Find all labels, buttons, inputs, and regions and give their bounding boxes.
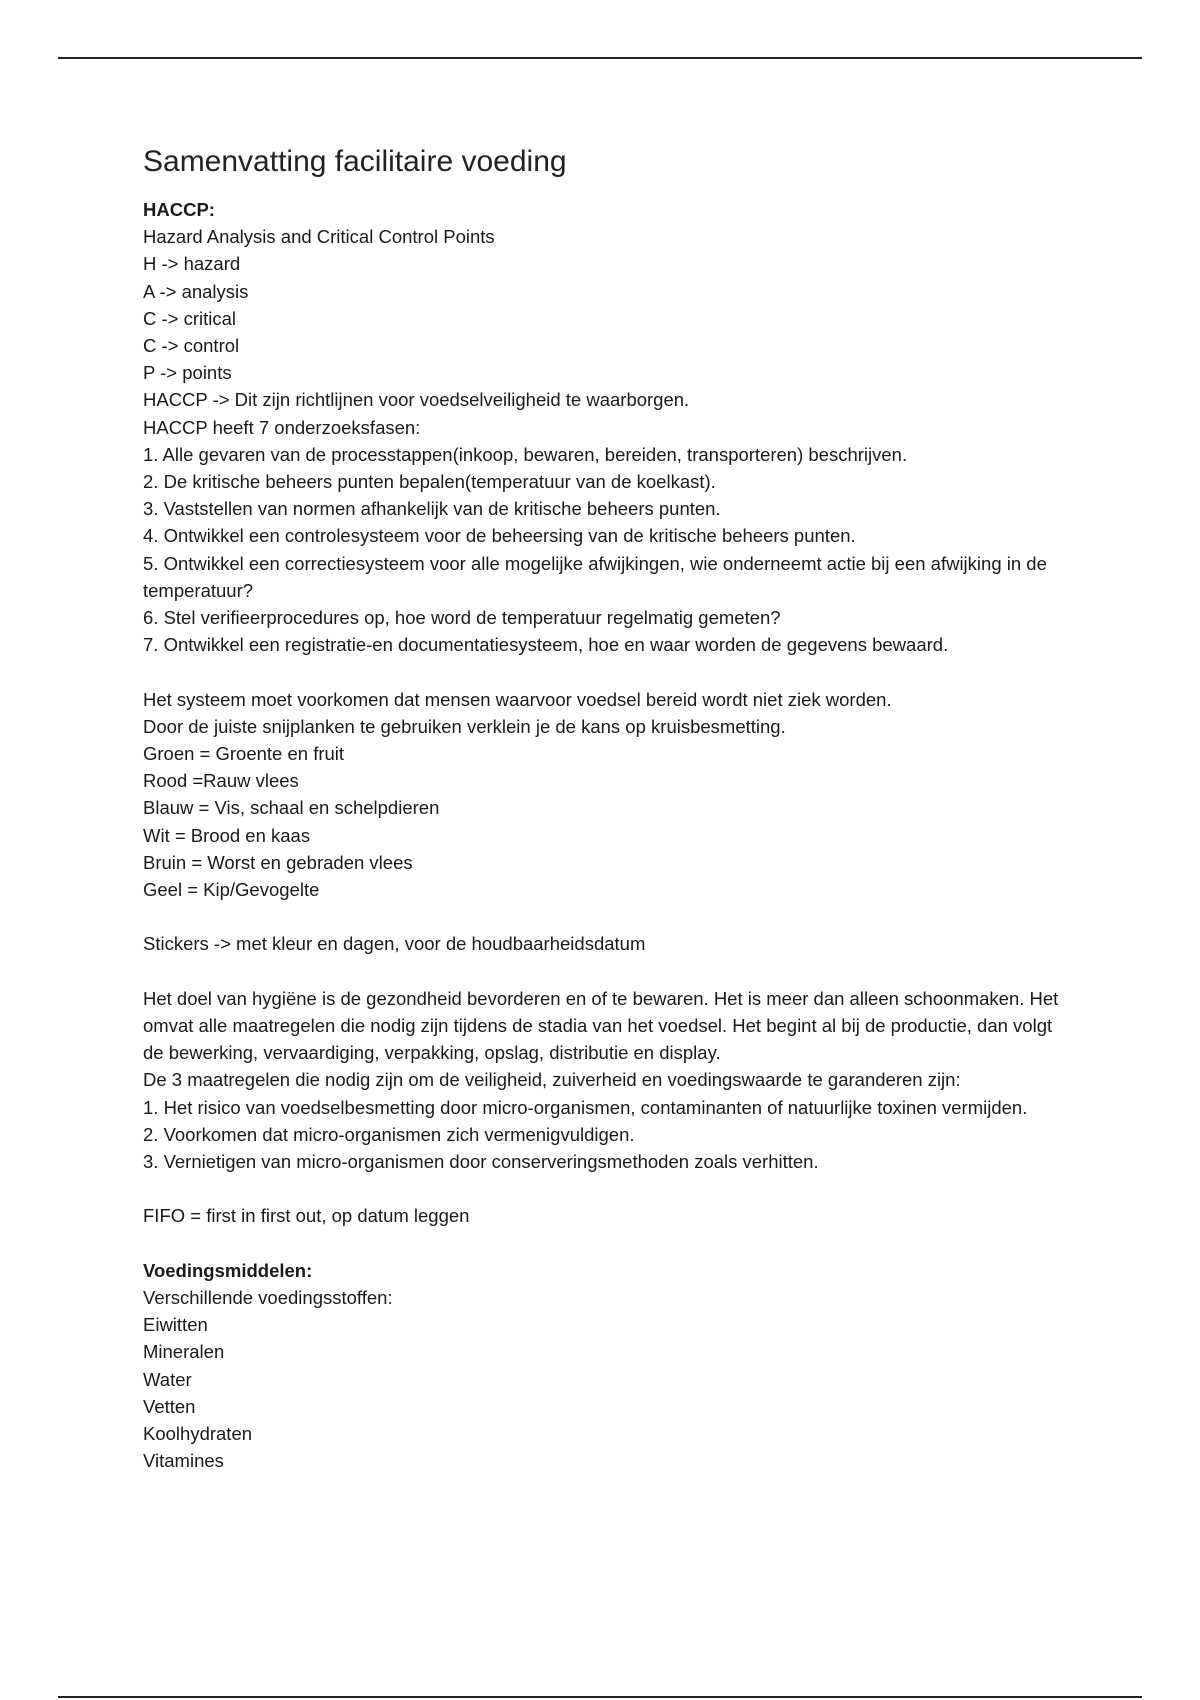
haccp-step: 2. De kritische beheers punten bepalen(temperatuur van de koelkast). (143, 471, 716, 493)
haccp-section (143, 196, 1063, 658)
stickers-line: Stickers -> met kleur en dagen, voor de houdbaarheidsdatum (143, 933, 646, 955)
haccp-line: C -> critical (143, 307, 237, 329)
nutrient-item: Water (143, 1368, 192, 1390)
cutting-board-color: Bruin = Worst en gebraden vlees (143, 851, 413, 873)
haccp-line: HACCP heeft 7 onderzoeksfasen: (143, 416, 421, 438)
haccp-step: 3. Vaststellen van normen afhankelijk van de kritische beheers punten. (143, 498, 721, 520)
cutting-boards-section (143, 686, 1063, 904)
nutrient-item: Koolhydraten (143, 1423, 253, 1445)
cutting-board-color: Rood =Rauw vlees (143, 770, 299, 792)
cutting-board-color: Wit = Brood en kaas (143, 824, 311, 846)
voedingsmiddelen-section (143, 1257, 1063, 1475)
voedingsmiddelen-line: Verschillende voedingsstoffen: (143, 1287, 393, 1309)
haccp-line: P -> points (143, 362, 232, 384)
haccp-step: 4. Ontwikkel een controlesysteem voor de beheersing van de kritische beheers punten. (143, 525, 856, 547)
paragraph-gap (143, 658, 1063, 685)
hygiene-measure: 3. Vernietigen van micro-organismen door conserveringsmethoden zoals verhitten. (143, 1151, 819, 1173)
haccp-heading: HACCP: (143, 199, 215, 220)
haccp-step: 5. Ontwikkel een correctiesysteem voor alle mogelijke afwijkingen, wie onderneemt actie bij een afwijking in de temperatuur? (143, 552, 1047, 601)
document-title: Samenvatting facilitaire voeding (143, 145, 567, 178)
cutting-board-color: Groen = Groente en fruit (143, 743, 345, 765)
nutrient-item: Mineralen (143, 1341, 225, 1363)
paragraph-gap (143, 903, 1063, 930)
hygiene-paragraph: Het doel van hygiëne is de gezondheid bevorderen en of te bewaren. Het is meer dan alleen schoonmaken. Het omvat alle maatregelen die nodig zijn tijdens de stadia van het voedsel. Het begint al bij de productie, dan volgt de bewerking, vervaardiging, verpakking, opslag, distributie en display. (143, 987, 1059, 1064)
bottom-rule (58, 1696, 1142, 1698)
haccp-line: C -> control (143, 335, 240, 357)
voedingsmiddelen-heading: Voedingsmiddelen: (143, 1259, 313, 1281)
cutting-board-color: Geel = Kip/Gevogelte (143, 879, 320, 901)
haccp-line: HACCP -> Dit zijn richtlijnen voor voedselveiligheid te waarborgen. (143, 389, 690, 411)
haccp-line: Hazard Analysis and Critical Control Points (143, 226, 495, 248)
cutting-board-color: Blauw = Vis, schaal en schelpdieren (143, 797, 440, 819)
nutrient-item: Vetten (143, 1395, 196, 1417)
cutting-board-line: Het systeem moet voorkomen dat mensen waarvoor voedsel bereid wordt niet ziek worden. (143, 688, 892, 710)
paragraph-gap (143, 1175, 1063, 1202)
hygiene-line: De 3 maatregelen die nodig zijn om de veiligheid, zuiverheid en voedingswaarde te garanderen zijn: (143, 1069, 961, 1091)
paragraph-gap (143, 958, 1063, 985)
hygiene-measure: 1. Het risico van voedselbesmetting door micro-organismen, contaminanten of natuurlijke toxinen vermijden. (143, 1096, 1028, 1118)
haccp-line: H -> hazard (143, 253, 241, 275)
haccp-step: 7. Ontwikkel een registratie-en documentatiesysteem, hoe en waar worden de gegevens bewaard. (143, 634, 949, 656)
cutting-board-line: Door de juiste snijplanken te gebruiken verklein je de kans op kruisbesmetting. (143, 715, 786, 737)
document-body (143, 140, 1063, 1474)
fifo-line: FIFO = first in first out, op datum leggen (143, 1205, 470, 1227)
haccp-line: A -> analysis (143, 280, 249, 302)
nutrient-item: Vitamines (143, 1450, 224, 1472)
top-rule (58, 57, 1142, 59)
paragraph-gap (143, 1230, 1063, 1257)
nutrient-item: Eiwitten (143, 1314, 208, 1336)
hygiene-measure: 2. Voorkomen dat micro-organismen zich vermenigvuldigen. (143, 1123, 635, 1145)
haccp-step: 6. Stel verifieerprocedures op, hoe word de temperatuur regelmatig gemeten? (143, 607, 781, 629)
haccp-step: 1. Alle gevaren van de processtappen(inkoop, bewaren, bereiden, transporteren) beschrijven. (143, 443, 908, 465)
hygiene-section (143, 985, 1063, 1175)
